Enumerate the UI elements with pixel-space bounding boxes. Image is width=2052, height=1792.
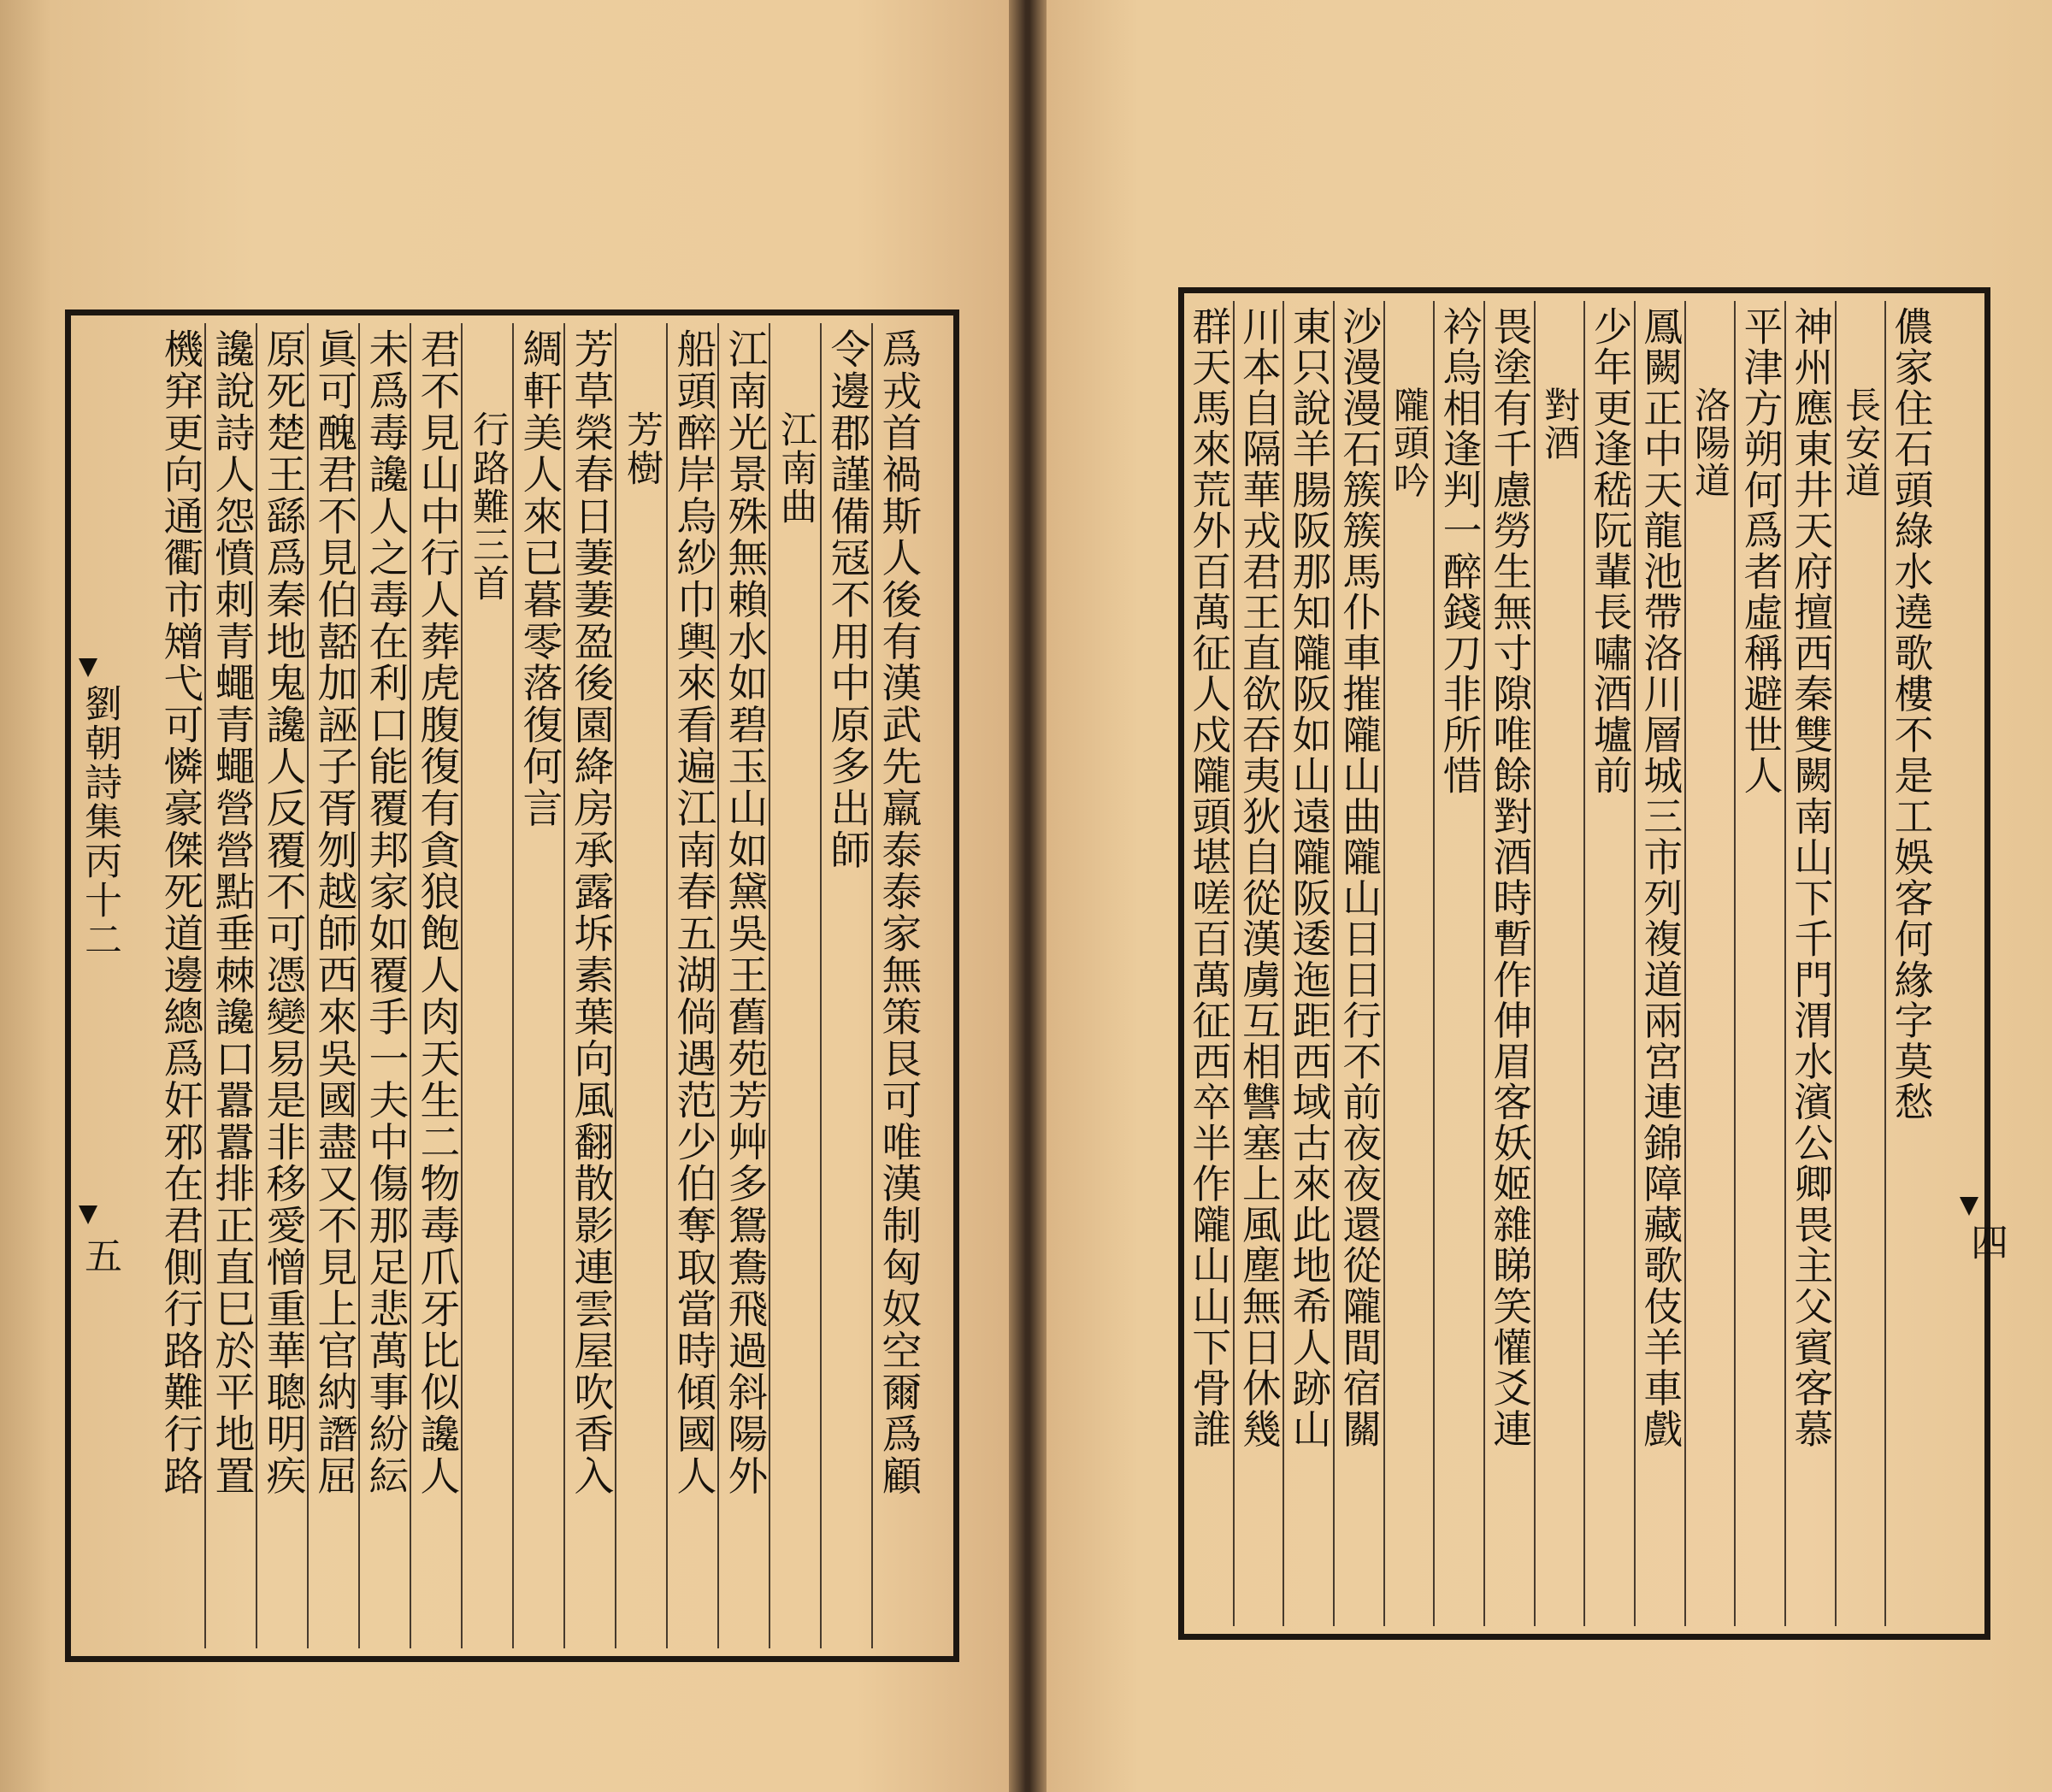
right-text-column	[1635, 301, 1685, 1626]
fold-fish-tail-mark	[1960, 1197, 1978, 1216]
right-poem-title: 隴頭吟	[1389, 386, 1431, 499]
right-verse-line: 平津方朔何爲者虛稱避世人	[1737, 306, 1784, 797]
right-text-block	[1183, 301, 1936, 1626]
right-text-column	[1484, 301, 1535, 1626]
left-poem-title: 行路難三首	[466, 410, 510, 603]
right-text-column	[1836, 301, 1886, 1626]
right-verse-line: 鳳闕正中天龍池帶洛川層城三市列複道兩宮連錦障藏歌伎羊車戲	[1637, 306, 1683, 1450]
right-text-column	[1334, 301, 1384, 1626]
right-verse-line: 群天馬來荒外百萬征人戍隴頭堪嗟百萬征西卒半作隴山山下骨誰	[1186, 306, 1232, 1450]
right-text-column	[1785, 301, 1836, 1626]
left-text-column	[462, 323, 513, 1648]
left-text-column	[718, 323, 770, 1648]
right-verse-line: 神州應東井天府擅西秦雙闕南山下千門渭水濱公卿畏主父賓客慕	[1788, 306, 1834, 1450]
right-text-column	[1584, 301, 1635, 1626]
book-title-label: 劉朝詩集丙十二	[78, 684, 121, 959]
left-text-column	[821, 323, 872, 1648]
right-text-column	[1535, 301, 1585, 1626]
left-text-column	[564, 323, 616, 1648]
fold-fish-tail-mark	[79, 658, 97, 677]
left-verse-line: 眞可醜君不見伯嚭加誣子胥刎越師西來吳國盡又不見上官納譖屈	[310, 328, 357, 1497]
fold-fish-tail-mark	[79, 1205, 97, 1224]
left-verse-line: 令邊郡謹備冦不用中原多出師	[823, 328, 870, 871]
book-gutter	[1009, 0, 1047, 1792]
right-text-column	[1283, 301, 1334, 1626]
left-text-column	[667, 323, 718, 1648]
right-verse-line: 川本自隔華戎君王直欲吞夷狄自從漢虜互相讐塞上風塵無日休幾	[1235, 306, 1282, 1450]
left-text-column	[513, 323, 564, 1648]
left-text-column	[154, 323, 205, 1648]
left-verse-line: 爲戎首禍斯人後有漢武先羸泰泰家無策艮可唯漢制匈奴空爾爲顧	[875, 328, 922, 1497]
right-verse-line: 畏塗有千慮勞生無寸隙唯餘對酒時暫作伸眉客妖姬雜睇笑懽爻連	[1487, 306, 1533, 1450]
right-verse-line: 東只說羊腸阪那知隴阪如山遠隴阪逶迤距西域古來此地希人跡山	[1286, 306, 1332, 1450]
left-text-block	[154, 323, 923, 1648]
right-verse-line: 儂家住石頭綠水遶歌樓不是工娛客何緣字莫愁	[1888, 306, 1934, 1123]
left-text-column	[616, 323, 667, 1648]
left-verse-line: 江南光景殊無賴水如碧玉山如黛吳王舊苑芳艸多鴛鴦飛過斜陽外	[721, 328, 768, 1497]
left-text-column	[770, 323, 821, 1648]
right-text-column	[1685, 301, 1736, 1626]
right-text-column	[1384, 301, 1435, 1626]
left-verse-line: 船頭醉岸烏紗巾輿來看遍江南春五湖倘遇范少伯奪取當時傾國人	[669, 328, 716, 1497]
left-text-column	[308, 323, 359, 1648]
left-text-column	[359, 323, 410, 1648]
left-verse-line: 讒說詩人怨憤刺青蠅青蠅營營點垂棘讒口囂囂排正直巳於平地置	[208, 328, 255, 1497]
left-poem-title: 芳樹	[620, 410, 663, 487]
left-verse-line: 原死楚王繇爲秦地鬼讒人反覆不可憑變易是非移愛憎重華聰明疾	[259, 328, 306, 1497]
right-text-column	[1183, 301, 1234, 1626]
right-text-column	[1234, 301, 1284, 1626]
right-text-column	[1735, 301, 1785, 1626]
left-verse-line: 機穽更向通衢市矰弋可憐豪傑死道邊總爲奸邪在君側行路難行路	[156, 328, 203, 1497]
left-text-column	[205, 323, 256, 1648]
page-number-right: 四	[1964, 1223, 2008, 1260]
left-poem-title: 江南曲	[774, 410, 817, 526]
left-verse-line: 君不見山中行人葬虎腹復有貪狼飽人肉天生二物毒爪牙比似讒人	[413, 328, 460, 1497]
left-text-column	[410, 323, 462, 1648]
right-poem-title: 長安道	[1840, 386, 1883, 499]
left-text-column	[872, 323, 923, 1648]
left-verse-line: 綢軒美人來已暮零落復何言	[516, 328, 563, 829]
right-poem-title: 洛陽道	[1689, 386, 1732, 499]
left-verse-line: 芳草榮春日萋萋盈後園絳房承露坼素葉向風翻散影連雲屋吹香入	[567, 328, 614, 1497]
right-text-column	[1885, 301, 1936, 1626]
page-number-left: 五	[78, 1236, 121, 1274]
right-verse-line: 少年更逢嵇阮輩長嘯酒壚前	[1587, 306, 1633, 797]
right-poem-title: 對酒	[1539, 386, 1582, 462]
left-verse-line: 未爲毒讒人之毒在利口能覆邦家如覆手一夫中傷那足悲萬事紛紜	[362, 328, 409, 1497]
right-verse-line: 衿烏相逢判一醉錢刀非所惜	[1436, 306, 1483, 797]
left-text-column	[256, 323, 308, 1648]
right-verse-line: 沙漫漫石簇簇馬仆車摧隴山曲隴山日日行不前夜夜還從隴間宿關	[1336, 306, 1383, 1450]
right-text-column	[1434, 301, 1484, 1626]
